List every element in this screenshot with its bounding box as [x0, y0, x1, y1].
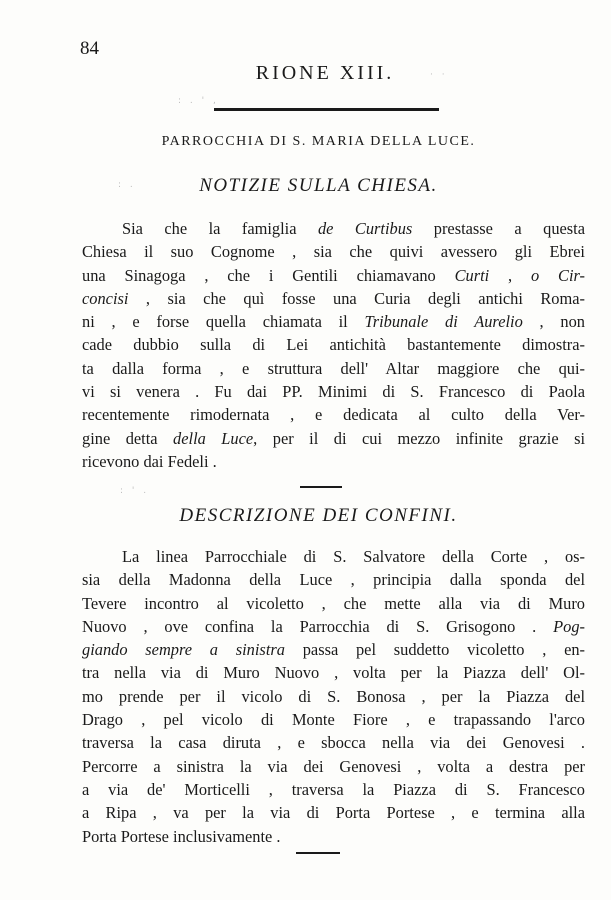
text-line: [82, 380, 585, 403]
text-run: Nuovo , ove confina la Parrocchia di S. Grisogono .: [82, 616, 554, 636]
text-line: [82, 357, 585, 380]
text-run: , non: [522, 312, 585, 332]
text-line: [82, 825, 585, 848]
italic-run: o Cir-: [530, 265, 585, 285]
page-number: 84: [80, 38, 99, 59]
italic-run: Pog-: [553, 616, 585, 636]
text-line: [82, 427, 585, 450]
text-run: ni , e forse quella chiamata il: [82, 312, 365, 332]
text-line: [82, 264, 585, 287]
text-line: [82, 287, 585, 310]
text-run: cade dubbio sulla di Lei antichità bastantemente dimostra-: [82, 335, 585, 355]
text-run: Chiesa il suo Cognome , sia che quivi avessero gli Ebrei: [82, 242, 585, 262]
text-run: una Sinagoga , che i Gentili chiamavano: [82, 265, 455, 285]
text-run: La linea Parrocchiale di S. Salvatore della Corte , os-: [122, 547, 585, 566]
text-line: [82, 708, 585, 731]
text-line: [82, 685, 585, 708]
text-line: [82, 778, 585, 801]
text-run: , per il di cui mezzo infinite grazie si: [253, 428, 585, 448]
text-line: [82, 731, 585, 754]
text-line: [82, 217, 585, 240]
text-run: passa pel suddetto vicoletto , en-: [284, 640, 585, 660]
text-line: [82, 240, 585, 263]
italic-run: della Luce: [173, 428, 254, 448]
text-line: [82, 545, 585, 568]
print-speck: · ·: [430, 70, 448, 80]
italic-run: Tribunale di Aurelio: [364, 312, 523, 332]
section-heading-church-notes: NOTIZIE SULLA CHIESA.: [199, 175, 438, 196]
text-run: sia della Madonna della Luce , principia dalla sponda del: [82, 570, 585, 590]
italic-run: de Curtibus: [317, 219, 413, 238]
paragraph-boundaries: [82, 545, 585, 848]
text-line: [82, 638, 585, 661]
print-speck: : ' .: [120, 486, 150, 496]
text-line: [82, 661, 585, 684]
text-line: [82, 450, 585, 473]
text-line: [82, 403, 585, 426]
text-run: tra nella via di Muro Nuovo , volta per la Piazza dell' Ol-: [82, 663, 585, 683]
running-head-rule: [214, 108, 439, 111]
italic-run: Curti: [454, 265, 490, 285]
text-line: [82, 755, 585, 778]
text-run: Drago , pel vicolo di Monte Fiore , e trapassando l'arco: [82, 710, 585, 730]
text-run: gine detta: [82, 428, 174, 448]
text-run: traversa la casa diruta , e sbocca nella via dei Genovesi .: [82, 733, 585, 753]
print-speck: : .: [118, 180, 136, 190]
paragraph-church-notes: [82, 217, 585, 473]
text-line: [82, 333, 585, 356]
text-run: mo prende per il vicolo di S. Bonosa , per la Piazza del: [82, 686, 585, 706]
italic-run: concisi: [82, 288, 129, 308]
text-run: prestasse a questa: [412, 219, 585, 238]
text-line: [82, 310, 585, 333]
text-line: [82, 592, 585, 615]
text-run: , sia che quì fosse una Curia degli antichi Roma-: [128, 288, 585, 308]
text-run: a Ripa , va per la via di Porta Portese , e termina alla: [82, 803, 585, 823]
italic-run: giando sempre a sinistra: [82, 640, 285, 660]
text-run: Porta Portese inclusivamente .: [82, 826, 281, 846]
text-run: Percorre a sinistra la via dei Genovesi , volta a destra per: [82, 756, 585, 776]
print-speck: : . ' ,: [178, 96, 219, 106]
running-head: RIONE XIII.: [255, 62, 395, 84]
text-line: [82, 615, 585, 638]
section-heading-boundaries: DESCRIZIONE DEI CONFINI.: [179, 505, 458, 526]
text-run: a via de' Morticelli , traversa la Piazza di S. Francesco: [82, 779, 585, 799]
text-run: ,: [489, 265, 531, 285]
text-line: [82, 801, 585, 824]
text-line: [82, 568, 585, 591]
text-run: recentemente rimodernata , e dedicata al culto della Ver-: [82, 405, 585, 425]
text-run: Tevere incontro al vicoletto , che mette alla via di Muro: [82, 593, 585, 613]
end-separator: [296, 852, 340, 854]
text-run: Sia che la famiglia: [122, 219, 318, 238]
section-separator: [300, 486, 342, 488]
text-run: vi si venera . Fu dai PP. Minimi di S. Francesco di Paola: [82, 382, 585, 402]
text-run: ricevono dai Fedeli .: [82, 451, 217, 471]
text-run: ta dalla forma , e struttura dell' Altar maggiore che qui-: [82, 358, 585, 378]
parish-title: PARROCCHIA DI S. MARIA DELLA LUCE.: [161, 134, 476, 149]
